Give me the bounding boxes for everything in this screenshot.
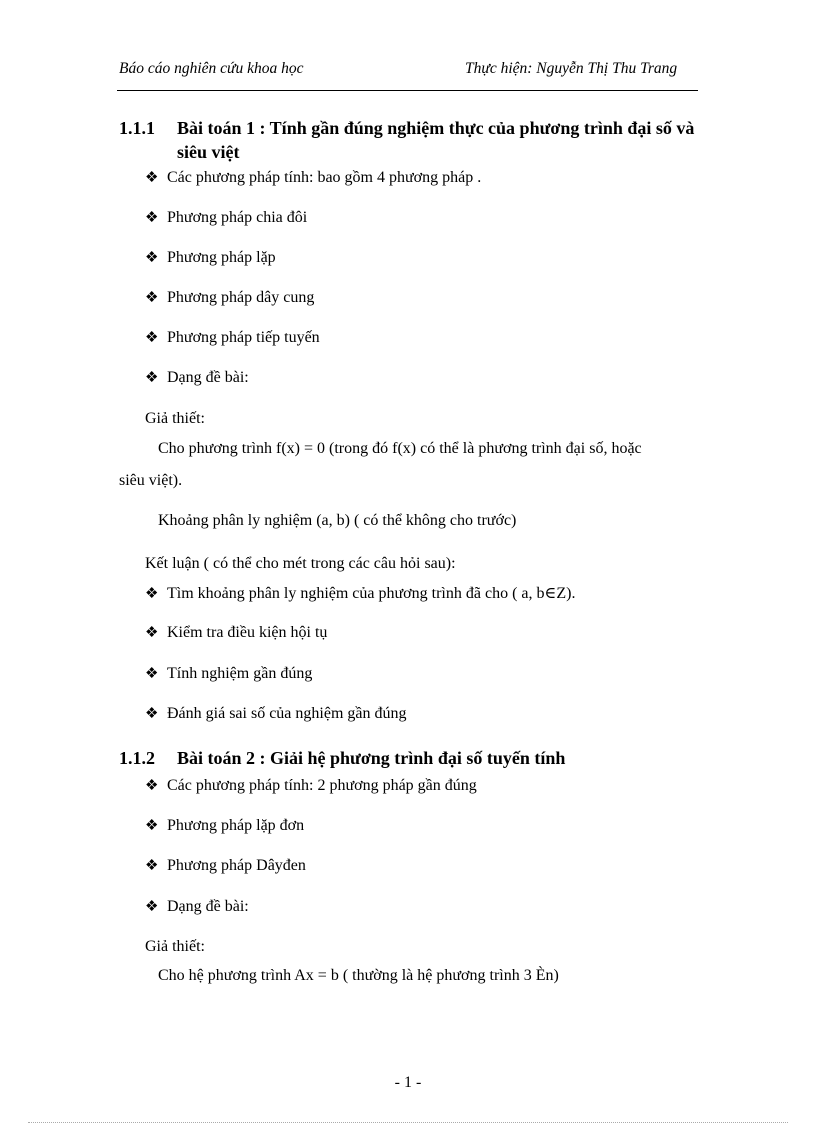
- page-number: - 1 -: [394, 1074, 422, 1091]
- section-heading-1: [119, 116, 719, 166]
- diamond-bullet-icon: ❖: [145, 370, 159, 386]
- list-item: ❖ Kiểm tra điều kiện hội tụ: [145, 624, 328, 641]
- list-item: ❖ Phương pháp dây cung: [145, 289, 315, 306]
- diamond-bullet-icon: ❖: [145, 706, 159, 722]
- section-number: 1.1.2: [119, 748, 155, 768]
- conclusion-label: Kết luận ( có thể cho mét trong các câu hỏi sau):: [145, 555, 456, 572]
- diamond-bullet-icon: ❖: [145, 290, 159, 306]
- list-item: ❖ Phương pháp chia đôi: [145, 209, 308, 226]
- section-title: Bài toán 2 : Giải hệ phương trình đại số tuyến tính: [177, 748, 566, 768]
- diamond-bullet-icon: ❖: [145, 625, 159, 641]
- list-item: ❖ Phương pháp lặp: [145, 249, 276, 266]
- diamond-bullet-icon: ❖: [145, 250, 159, 266]
- list-item: ❖ Tìm khoảng phân ly nghiệm của phương trình đã cho ( a, b∈Z).: [145, 585, 576, 602]
- header-author: Thực hiện: Nguyễn Thị Thu Trang: [465, 60, 678, 77]
- list-item: ❖ Các phương pháp tính: 2 phương pháp gần đúng: [145, 777, 477, 794]
- diamond-bullet-icon: ❖: [145, 586, 159, 602]
- diamond-bullet-icon: ❖: [145, 210, 159, 226]
- list-item: ❖ Phương pháp tiếp tuyến: [145, 329, 320, 346]
- list-item: ❖ Dạng đề bài:: [145, 898, 249, 915]
- header-report-title: Báo cáo nghiên cứu khoa học: [119, 60, 304, 77]
- list-item: ❖ Phương pháp lặp đơn: [145, 817, 305, 834]
- given-text-cont: siêu việt).: [119, 472, 183, 489]
- given-text: Cho phương trình f(x) = 0 (trong đó f(x) có thể là phương trình đại số, hoặc: [158, 440, 642, 457]
- list-item: ❖ Phương pháp Dâyđen: [145, 857, 306, 874]
- list-item: ❖ Dạng đề bài:: [145, 369, 249, 386]
- given-text: Cho hệ phương trình Ax = b ( thường là hệ phương trình 3 Èn): [158, 967, 559, 984]
- list-item: ❖ Tính nghiệm gần đúng: [145, 665, 313, 682]
- given-label: Giả thiết:: [145, 410, 205, 427]
- list-item: ❖ Các phương pháp tính: bao gồm 4 phương pháp .: [145, 169, 482, 186]
- section-heading-2: [119, 746, 719, 772]
- diamond-bullet-icon: ❖: [145, 330, 159, 346]
- diamond-bullet-icon: ❖: [145, 818, 159, 834]
- diamond-bullet-icon: ❖: [145, 858, 159, 874]
- diamond-bullet-icon: ❖: [145, 899, 159, 915]
- section-number: 1.1.1: [119, 118, 155, 138]
- header-divider: [117, 90, 698, 91]
- given-label: Giả thiết:: [145, 938, 205, 955]
- list-item: ❖ Đánh giá sai số của nghiệm gần đúng: [145, 705, 407, 722]
- section-title: Bài toán 1 : Tính gần đúng nghiệm thực của phương trình đại số và siêu việt: [177, 118, 695, 162]
- diamond-bullet-icon: ❖: [145, 666, 159, 682]
- diamond-bullet-icon: ❖: [145, 778, 159, 794]
- diamond-bullet-icon: ❖: [145, 170, 159, 186]
- interval-text: Khoảng phân ly nghiệm (a, b) ( có thể không cho trước): [158, 512, 517, 529]
